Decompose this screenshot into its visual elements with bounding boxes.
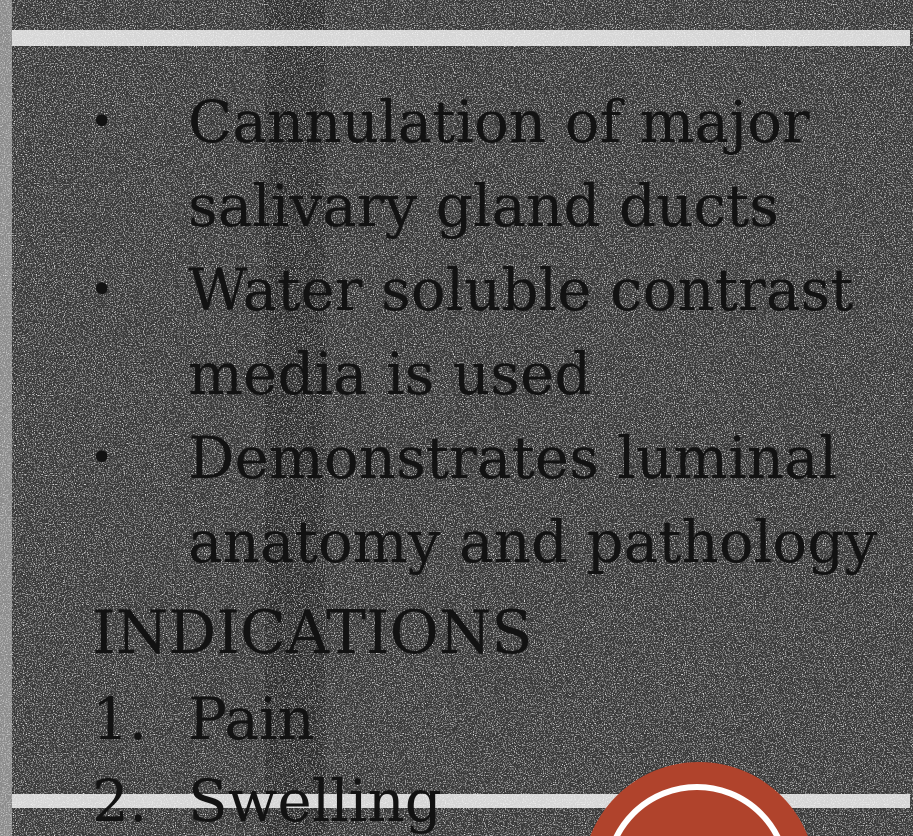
indication-number: 1. [92, 685, 148, 753]
bullet-item [80, 248, 910, 416]
bullet-marker: • [90, 99, 114, 145]
indications-heading: INDICATIONS [92, 598, 533, 668]
bullet-text: Cannulation of major salivary gland ducts [188, 88, 810, 240]
indication-item [92, 678, 442, 760]
bullet-marker: • [90, 435, 114, 481]
bullet-item [80, 80, 910, 248]
left-edge-strip [0, 0, 12, 836]
indication-text: Pain [188, 685, 315, 753]
indications-list [92, 678, 442, 836]
indication-item [92, 760, 442, 836]
bullet-text: Demonstrates luminal anatomy and pathology [188, 424, 878, 576]
indication-number: 2. [92, 767, 148, 835]
bullet-item [80, 416, 910, 584]
indication-text: Swelling [188, 767, 442, 835]
bullet-text: Water soluble contrast media is used [188, 256, 854, 408]
bullet-list [80, 80, 910, 584]
top-band [12, 30, 910, 46]
bullet-marker: • [90, 267, 114, 313]
